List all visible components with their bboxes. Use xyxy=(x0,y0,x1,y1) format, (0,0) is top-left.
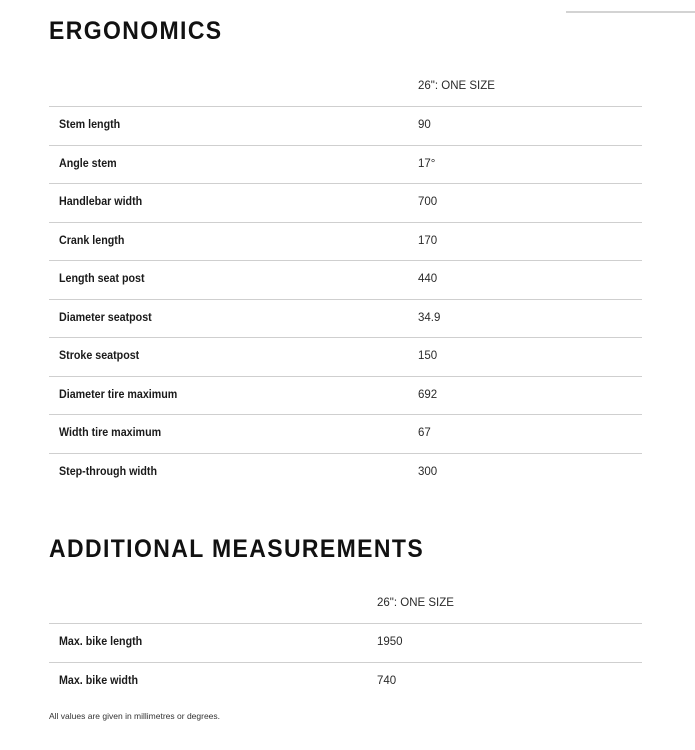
row-value: 740 xyxy=(377,674,397,687)
additional-table-header xyxy=(49,585,642,624)
row-value: 692 xyxy=(418,388,438,401)
additional-measurements-table xyxy=(49,585,642,700)
row-value: 34.9 xyxy=(418,311,441,324)
row-value: 1950 xyxy=(377,636,403,648)
row-label: Stroke seatpost xyxy=(59,350,140,362)
table-row xyxy=(49,415,642,454)
table-row xyxy=(49,663,642,701)
table-row xyxy=(49,261,642,300)
row-value: 300 xyxy=(418,465,438,478)
table-row xyxy=(49,624,642,663)
table-row xyxy=(49,223,642,262)
table-row xyxy=(49,146,642,185)
row-label: Width tire maximum xyxy=(59,427,162,439)
table-row xyxy=(49,338,642,377)
table-row xyxy=(49,377,642,416)
row-value: 150 xyxy=(418,350,438,362)
ergonomics-table xyxy=(49,68,642,491)
row-label: Step-through width xyxy=(59,465,158,478)
additional-measurements-title: ADDITIONAL MEASUREMENTS xyxy=(49,535,425,563)
ergonomics-table-header xyxy=(49,68,642,107)
row-label: Diameter seatpost xyxy=(59,311,152,324)
table-row xyxy=(49,454,642,492)
additional-size-header: 26": ONE SIZE xyxy=(377,597,454,609)
ergonomics-title: ERGONOMICS xyxy=(49,17,223,45)
row-label: Crank length xyxy=(59,234,125,247)
row-label: Angle stem xyxy=(59,157,117,170)
row-value: 17° xyxy=(418,157,436,170)
table-row xyxy=(49,107,642,146)
row-label: Length seat post xyxy=(59,273,145,285)
row-label: Handlebar width xyxy=(59,196,143,208)
row-value: 700 xyxy=(418,196,438,208)
row-label: Stem length xyxy=(59,119,121,131)
row-value: 170 xyxy=(418,234,438,247)
row-value: 67 xyxy=(418,427,431,439)
table-row xyxy=(49,300,642,339)
row-label: Diameter tire maximum xyxy=(59,388,178,401)
ergonomics-size-header: 26": ONE SIZE xyxy=(418,80,495,92)
row-label: Max. bike length xyxy=(59,636,143,648)
top-divider xyxy=(566,11,695,13)
row-label: Max. bike width xyxy=(59,674,139,687)
table-row xyxy=(49,184,642,223)
footnote: All values are given in millimetres or degrees. xyxy=(49,711,221,721)
row-value: 440 xyxy=(418,273,438,285)
row-value: 90 xyxy=(418,119,431,131)
